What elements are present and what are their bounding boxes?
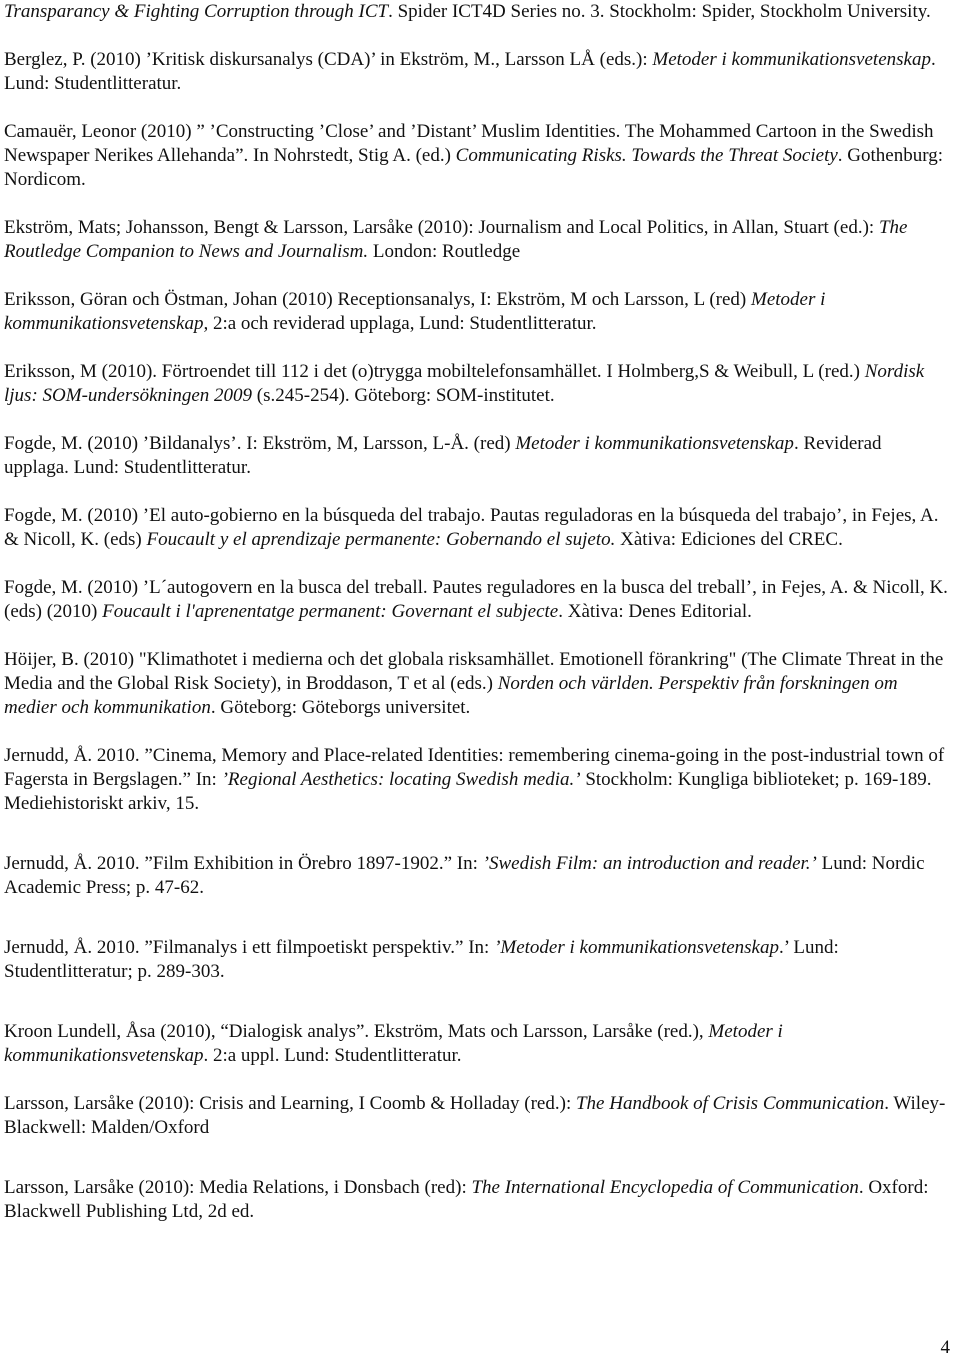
reference-text: Stockholm: Kungliga biblioteket; p. 169-189. Mediehistoriskt arkiv, 15.: [4, 769, 932, 814]
reference-text: 2:a och reviderad upplaga, Lund: Studentlitteratur.: [208, 313, 597, 334]
reference-title-italic: ’Swedish Film: an introduction and reader.’: [482, 853, 817, 874]
reference-text: . Xàtiva: Denes Editorial.: [558, 601, 752, 622]
reference-title-italic: ’Metoder i kommunikationsvetenskap: [494, 937, 779, 958]
reference-text: Jernudd, Å. 2010. ”Film Exhibition in Örebro 1897-1902.” In:: [4, 853, 483, 874]
reference-text: Larsson, Larsåke (2010): Media Relations, i Donsbach (red):: [4, 1177, 472, 1198]
reference-title-italic: Metoder i kommunikationsvetenskap,: [4, 289, 826, 334]
reference-entry: [4, 48, 949, 96]
reference-entry: [4, 1092, 949, 1140]
reference-text: .’ Lund: Studentlitteratur; p. 289-303.: [4, 937, 839, 982]
reference-entry: [4, 216, 949, 264]
reference-entry: [4, 432, 949, 480]
reference-text: (s.245-254). Göteborg: SOM-institutet.: [252, 385, 555, 406]
reference-title-italic: Communicating Risks. Towards the Threat Society: [455, 145, 838, 166]
reference-text: Lund: Nordic Academic Press; p. 47-62.: [4, 853, 925, 898]
reference-entry: [4, 576, 949, 624]
reference-text: . Reviderad upplaga. Lund: Studentlitteratur.: [4, 433, 882, 478]
reference-text: Jernudd, Å. 2010. ”Filmanalys i ett filmpoetiskt perspektiv.” In:: [4, 937, 495, 958]
reference-entry: [4, 1176, 949, 1224]
reference-text: . Gothenburg: Nordicom.: [4, 145, 943, 190]
reference-list: [4, 0, 949, 1224]
reference-entry: [4, 360, 949, 408]
reference-entry: [4, 120, 949, 192]
reference-entry: [4, 0, 949, 24]
reference-text: . Spider ICT4D Series no. 3. Stockholm: Spider, Stockholm University.: [388, 1, 931, 22]
reference-text: . Lund: Studentlitteratur.: [4, 49, 936, 94]
reference-text: . Oxford: Blackwell Publishing Ltd, 2d ed.: [4, 1177, 929, 1222]
reference-title-italic: ’Regional Aesthetics: locating Swedish media.’: [221, 769, 581, 790]
reference-title-italic: Transparancy & Fighting Corruption through ICT: [4, 1, 389, 22]
reference-entry: [4, 744, 949, 816]
reference-text: Jernudd, Å. 2010. ”Cinema, Memory and Place-related Identities: remembering cinema-going in the post-industrial town of Fagersta in Bergslagen.” In:: [4, 745, 945, 790]
reference-text: Fogde, M. (2010) ’Bildanalys’. I: Ekström, M, Larsson, L-Å. (red): [4, 433, 516, 454]
reference-text: Höijer, B. (2010) "Klimathotet i medierna och det globala risksamhället. Emotionell förankring" (The Climate Threat in the Media and the Global Risk Society), in Broddason, T et al (eds.): [4, 649, 944, 694]
reference-entry: [4, 1020, 949, 1068]
reference-entry: [4, 288, 949, 336]
reference-title-italic: Metoder i kommunikationsvetenskap: [652, 49, 931, 70]
reference-title-italic: Foucault i l'aprenentatge permanent: Governant el subjecte: [102, 601, 559, 622]
reference-title-italic: Foucault y el aprendizaje permanente: Gobernando el sujeto.: [146, 529, 616, 550]
page-number: 4: [940, 1337, 950, 1358]
reference-title-italic: The International Encyclopedia of Communication: [471, 1177, 859, 1198]
reference-title-italic: Nordisk ljus: SOM-undersökningen 2009: [4, 361, 925, 406]
reference-text: Fogde, M. (2010) ’El auto-gobierno en la búsqueda del trabajo. Pautas reguladoras en la búsqueda del trabajo’, in Fejes, A. & Nicoll, K. (eds): [4, 505, 939, 550]
reference-text: Eriksson, Göran och Östman, Johan (2010) Receptionsanalys, I: Ekström, M och Larsson, L (red): [4, 289, 752, 310]
reference-text: . Wiley-Blackwell: Malden/Oxford: [4, 1093, 946, 1138]
reference-entry: [4, 936, 949, 984]
reference-entry: [4, 504, 949, 552]
reference-title-italic: The Routledge Companion to News and Journalism.: [4, 217, 908, 262]
reference-text: Xàtiva: Ediciones del CREC.: [615, 529, 843, 550]
reference-text: . 2:a uppl. Lund: Studentlitteratur.: [203, 1045, 462, 1066]
reference-entry: [4, 648, 949, 720]
reference-text: Berglez, P. (2010) ’Kritisk diskursanalys (CDA)’ in Ekström, M., Larsson LÅ (eds.):: [4, 49, 653, 70]
reference-text: Larsson, Larsåke (2010): Crisis and Learning, I Coomb & Holladay (red.):: [4, 1093, 576, 1114]
reference-title-italic: Metoder i kommunikationsvetenskap: [4, 1021, 783, 1066]
reference-title-italic: Norden och världen. Perspektiv från forskningen om medier och kommunikation: [4, 673, 898, 718]
reference-text: Kroon Lundell, Åsa (2010), “Dialogisk analys”. Ekström, Mats och Larsson, Larsåke (red.),: [4, 1021, 709, 1042]
reference-text: Camauër, Leonor (2010) ” ’Constructing ’Close’ and ’Distant’ Muslim Identities. The Mohammed Cartoon in the Swedish Newspaper Nerikes Allehanda”. In Nohrstedt, Stig A. (ed.): [4, 121, 934, 166]
reference-text: London: Routledge: [368, 241, 521, 262]
reference-title-italic: Metoder i kommunikationsvetenskap: [515, 433, 794, 454]
reference-text: . Göteborg: Göteborgs universitet.: [210, 697, 471, 718]
reference-text: Ekström, Mats; Johansson, Bengt & Larsson, Larsåke (2010): Journalism and Local Politics, in Allan, Stuart (ed.):: [4, 217, 879, 238]
reference-entry: [4, 852, 949, 900]
reference-text: Eriksson, M (2010). Förtroendet till 112 i det (o)trygga mobiltelefonsamhället. I Holmberg,S & Weibull, L (red.): [4, 361, 865, 382]
reference-title-italic: The Handbook of Crisis Communication: [575, 1093, 885, 1114]
reference-text: Fogde, M. (2010) ’L´autogovern en la busca del treball. Pautes reguladores en la busca del treball’, in Fejes, A. & Nicoll, K. (eds) (2010): [4, 577, 948, 622]
